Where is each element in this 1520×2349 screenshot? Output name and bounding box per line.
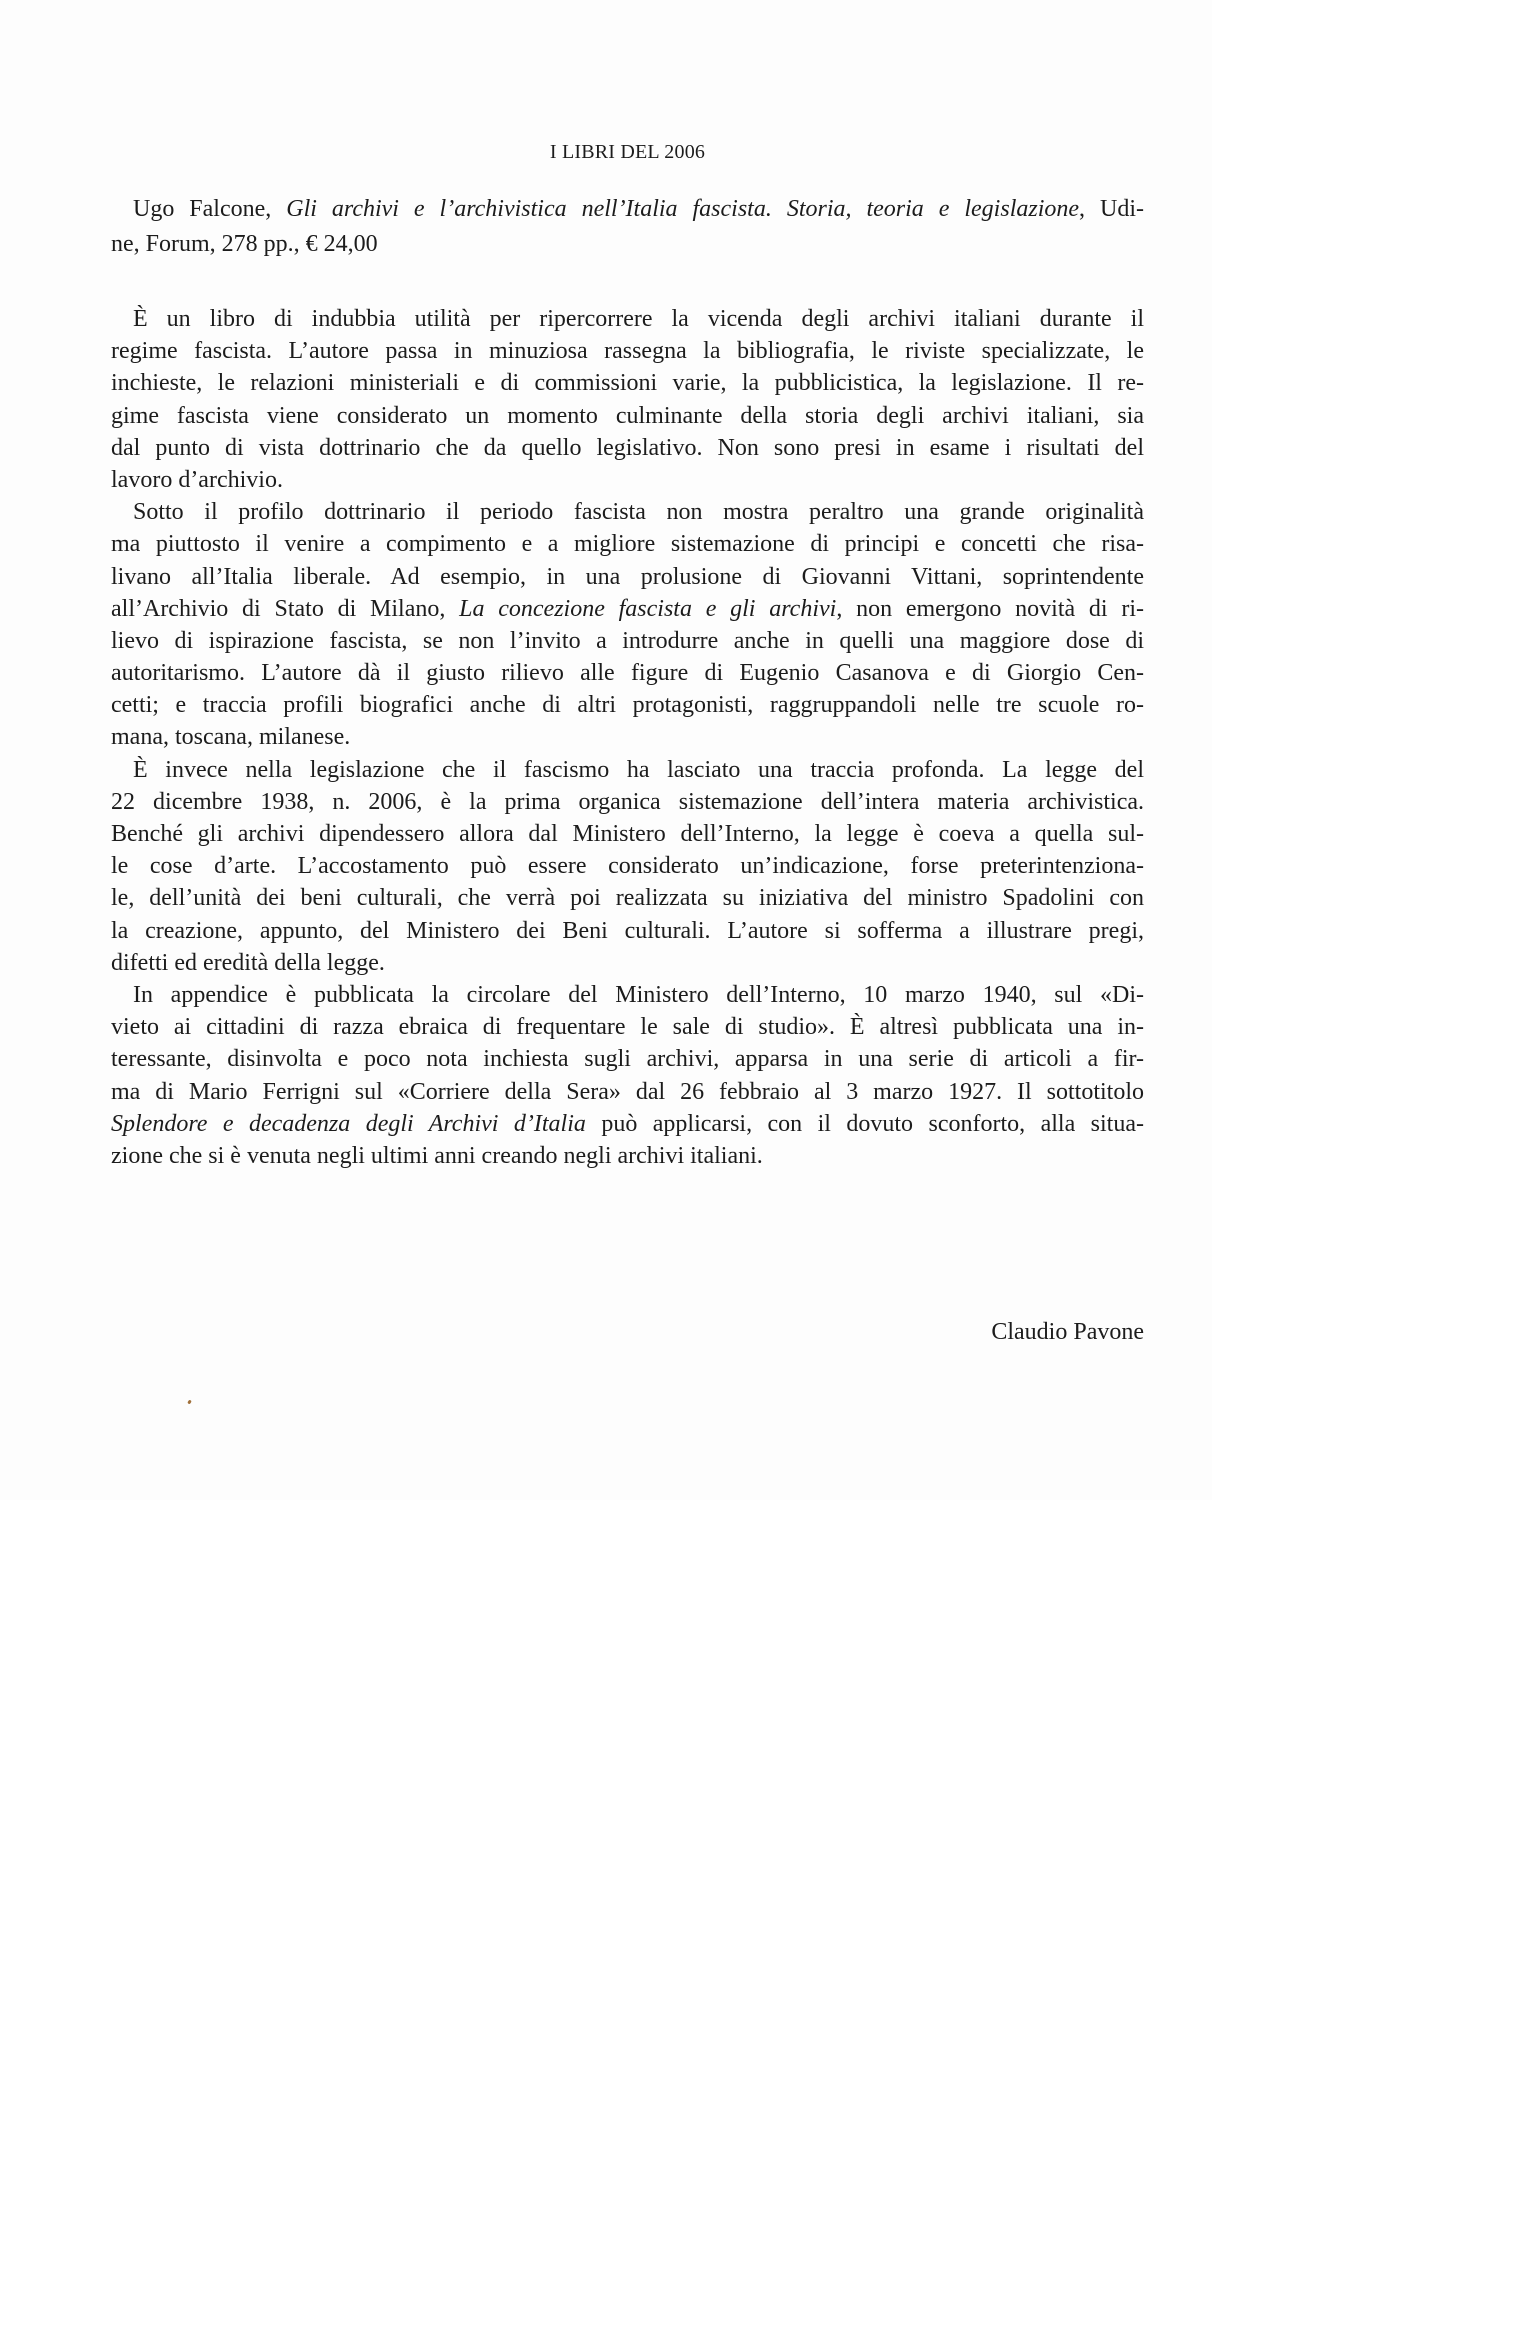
body-line: Benché gli archivi dipendessero allora dal Ministero dell’Interno, la legge è coeva a quella sul- [111, 821, 1144, 847]
body-line: ma di Mario Ferrigni sul «Corriere della Sera» dal 26 febbraio al 3 marzo 1927. Il sottotitolo [111, 1078, 1144, 1105]
body-line: mana, toscana, milanese. [111, 724, 351, 751]
body-line: 22 dicembre 1938, n. 2006, è la prima organica sistemazione dell’intera materia archivistica. [111, 788, 1144, 815]
body-text: all’Archivio di Stato di Milano, [111, 595, 460, 622]
subtitle-quote: Splendore e decadenza degli Archivi d’Italia [111, 1110, 586, 1137]
running-head: I LIBRI DEL 2006 [549, 141, 706, 163]
body-line: cetti; e traccia profili biografici anche di altri protagonisti, raggruppandoli nelle tre scuole ro- [111, 692, 1144, 719]
body-line: la creazione, appunto, del Ministero dei Beni culturali. L’autore si sofferma a illustrare pregi, [111, 917, 1144, 944]
body-line: vieto ai cittadini di razza ebraica di frequentare le sale di studio». È altresì pubblicata una in- [111, 1014, 1144, 1041]
body-text: può applicarsi, con il dovuto sconforto, alla situa- [585, 1110, 1144, 1137]
citation-title: Gli archivi e l’archivistica nell’Italia fascista. Storia, teoria e legislazione [286, 196, 1080, 222]
body-line: inchieste, le relazioni ministeriali e di commissioni varie, la pubblicistica, la legislazione. Il re- [111, 370, 1144, 397]
body-line: autoritarismo. L’autore dà il giusto rilievo alle figure di Eugenio Casanova e di Giorgio Cen- [111, 660, 1144, 687]
body-line: regime fascista. L’autore passa in minuziosa rassegna la bibliografia, le riviste specializzate, le [111, 338, 1144, 365]
lecture-title: La concezione fascista e gli archivi [459, 595, 837, 622]
citation-author: Ugo Falcone, [133, 196, 287, 222]
body-line: dal punto di vista dottrinario che da quello legislativo. Non sono presi in esame i risultati del [111, 434, 1144, 461]
citation-line-2: ne, Forum, 278 pp., € 24,00 [111, 231, 378, 257]
body-text: , non emergono novità di ri- [836, 595, 1144, 622]
body-line-with-title [111, 1108, 1144, 1140]
body-line: teressante, disinvolta e poco nota inchiesta sugli archivi, apparsa in una serie di articoli a fir- [111, 1046, 1144, 1073]
reviewer-signature: Claudio Pavone [991, 1319, 1144, 1345]
citation-line-1 [111, 192, 1144, 227]
book-citation [111, 192, 1144, 262]
body-line-with-title [111, 593, 1144, 625]
body-line: zione che si è venuta negli ultimi anni creando negli archivi italiani. [111, 1142, 763, 1169]
body-line: È un libro di indubbia utilità per ripercorrere la vicenda degli archivi italiani durante il [133, 306, 1144, 332]
body-line: lavoro d’archivio. [111, 466, 283, 493]
body-line: livano all’Italia liberale. Ad esempio, in una prolusione di Giovanni Vittani, soprintendente [111, 563, 1144, 590]
body-line: Sotto il profilo dottrinario il periodo fascista non mostra peraltro una grande originalità [133, 499, 1144, 526]
body-line: difetti ed eredità della legge. [111, 949, 385, 976]
body-line: lievo di ispirazione fascista, se non l’invito a introdurre anche in quelli una maggiore dose di [111, 627, 1144, 654]
body-line: le, dell’unità dei beni culturali, che verrà poi realizzata su iniziativa del ministro Spadolini con [111, 885, 1144, 912]
body-line: ma piuttosto il venire a compimento e a migliore sistemazione di principi e concetti che risa- [111, 531, 1144, 558]
body-line: le cose d’arte. L’accostamento può essere considerato un’indicazione, forse preterintenziona- [111, 853, 1144, 880]
body-line: In appendice è pubblicata la circolare del Ministero dell’Interno, 10 marzo 1940, sul «Di- [133, 981, 1144, 1008]
citation-publisher-start: , Udi- [1079, 196, 1144, 222]
body-line: È invece nella legislazione che il fascismo ha lasciato una traccia profonda. La legge del [133, 756, 1144, 783]
review-body [111, 303, 1144, 1172]
body-line: gime fascista viene considerato un momento culminante della storia degli archivi italiani, sia [111, 402, 1144, 429]
